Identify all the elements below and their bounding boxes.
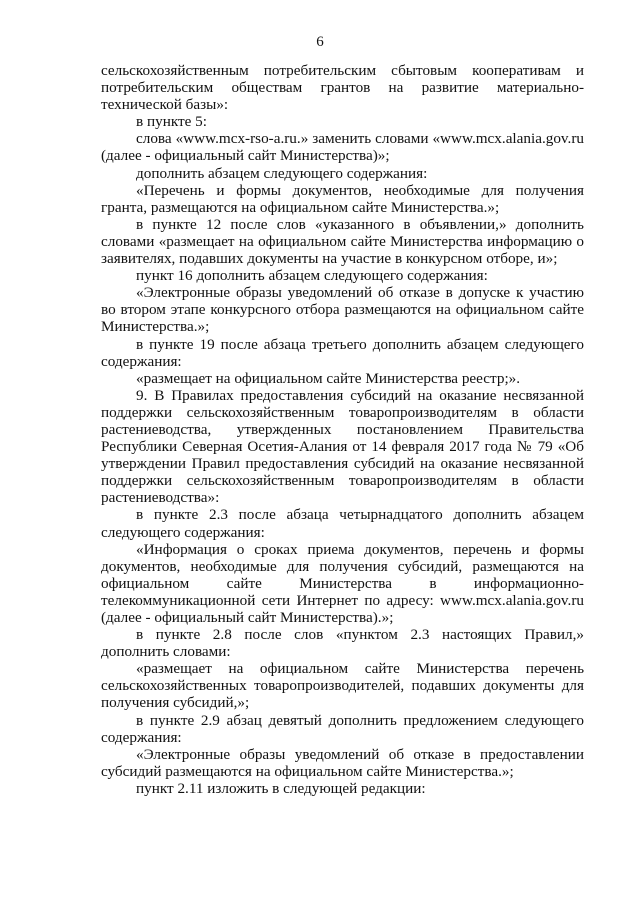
paragraph: «Электронные образы уведомлений об отказе в допуске к участию во втором этапе конкурсного отбора размещаются на официальном сайте Министерства.»; [101,284,584,336]
page-number: 6 [316,34,324,50]
paragraph: «размещает на официальном сайте Министерства реестр;». [136,369,521,387]
paragraph: пункт 2.11 изложить в следующей редакции: [136,779,426,797]
paragraph: в пункте 2.9 абзац девятый дополнить предложением следующего содержания: [101,711,584,746]
paragraph: в пункте 2.8 после слов «пунктом 2.3 настоящих Правил,» дополнить словами: [101,626,584,661]
paragraph: в пункте 12 после слов «указанного в объявлении,» дополнить словами «размещает на официальном сайте Министерства информацию о заявителях, подавших документы на участие в конкурсном отборе, и»; [101,215,584,268]
paragraph: «размещает на официальном сайте Министерства перечень сельскохозяйственных товаропроизводителей, подавших документы для получения субсидий,»; [101,660,584,712]
paragraph: дополнить абзацем следующего содержания: [136,164,428,182]
paragraph: «Электронные образы уведомлений об отказе в предоставлении субсидий размещаются на официальном сайте Министерства.»; [101,745,584,780]
paragraph: пункт 16 дополнить абзацем следующего содержания: [136,267,488,285]
paragraph: «Информация о сроках приема документов, перечень и формы документов, необходимые для получения субсидий, размещаются на официальном сайте Министерства в информационно-телекоммуникационной сети Интернет по адресу: www.mcx.alania.gov.ru (далее - официальный сайт Министерства).»; [101,540,584,626]
paragraph: слова «www.mcx-rso-a.ru.» заменить словами «www.mcx.alania.gov.ru (далее - официальный сайт Министерства)»; [101,130,584,165]
paragraph: в пункте 5: [136,113,207,131]
paragraph: в пункте 2.3 после абзаца четырнадцатого дополнить абзацем следующего содержания: [101,506,584,541]
document-body [101,62,584,797]
paragraph: «Перечень и формы документов, необходимые для получения гранта, размещаются на официальном сайте Министерства.»; [101,181,584,216]
paragraph: в пункте 19 после абзаца третьего дополнить абзацем следующего содержания: [101,335,584,370]
paragraph: сельскохозяйственным потребительским сбытовым кооперативам и потребительским обществам грантов на развитие материально-технической базы»: [101,62,584,114]
paragraph: 9. В Правилах предоставления субсидий на оказание несвязанной поддержки сельскохозяйственным товаропроизводителям в области растениеводства, утвержденных постановлением Правительства Республики Северная Осетия-Алания от 14 февраля 2017 года № 79 «Об утверждении Правил предоставления субсидий на оказание несвязанной поддержки сельскохозяйственным товаропроизводителям в области растениеводства»: [101,386,584,507]
